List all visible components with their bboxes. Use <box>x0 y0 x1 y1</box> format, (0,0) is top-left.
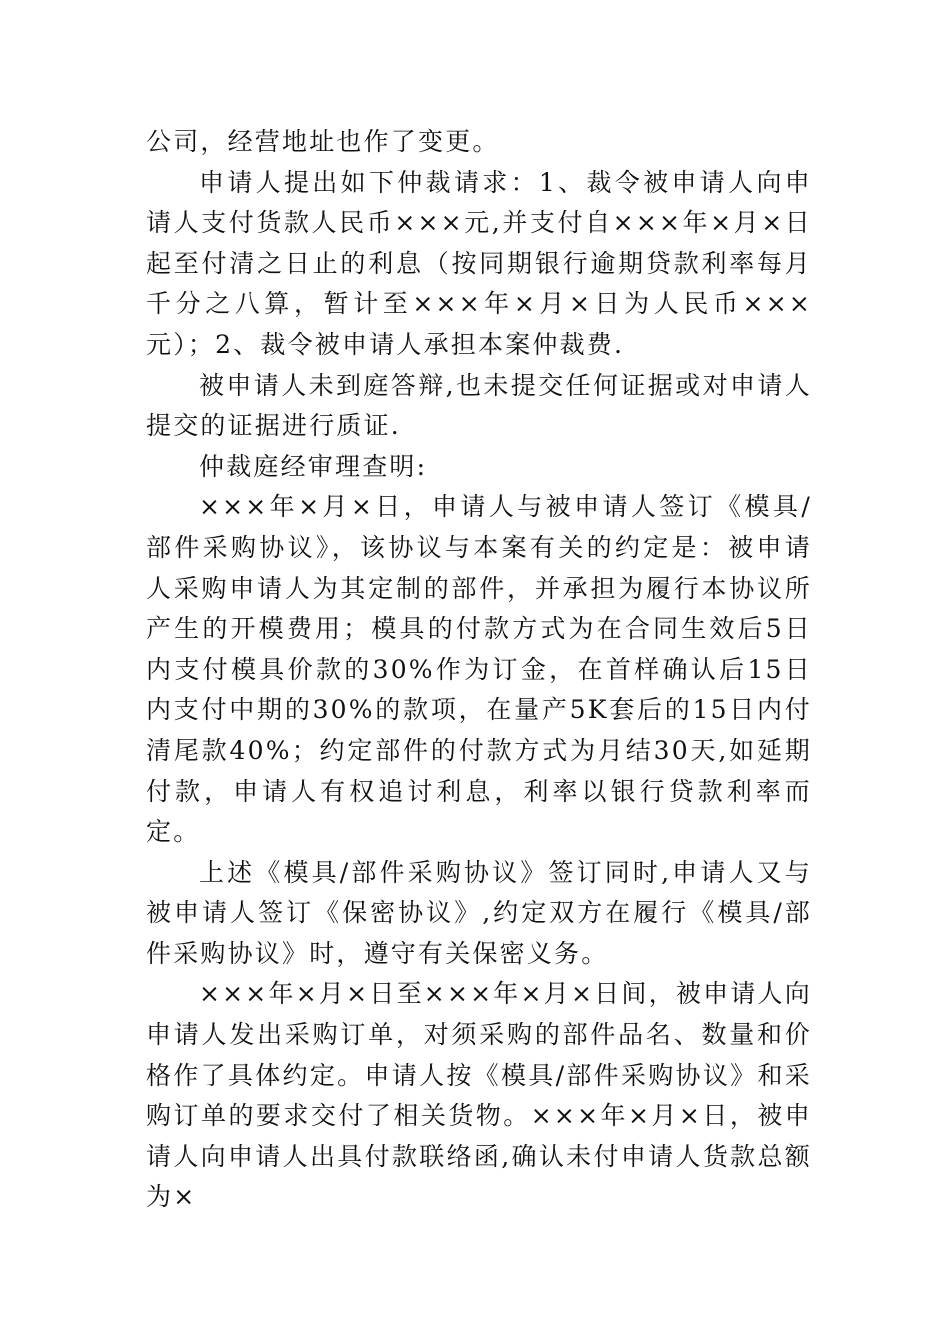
paragraph-findings-heading: 仲裁庭经审理查明: <box>199 451 428 481</box>
paragraph-purchase-agreement: ×××年×月×日，申请人与被申请人签订《模具/部件采购协议》，该协议与本案有关的约定是：被申请人采购申请人为其定制的部件，并承担为履行本协议所产生的开模费用；模具的付款方式为在合同生效后5日内支付模具价款的30%作为订金，在首样确认后15日内支付中期的30%的款项，在量产5K套后的15日内付清尾款40%；约定部件的付款方式为月结30天,如延期付款，申请人有权追讨利息，利率以银行贷款利率而定。 <box>146 492 812 847</box>
paragraph-respondent-absence: 被申请人未到庭答辩,也未提交任何证据或对申请人提交的证据进行质证. <box>146 370 812 441</box>
paragraph-arbitration-requests: 申请人提出如下仲裁请求：1、裁令被申请人向申请人支付货款人民币×××元,并支付自×××年×月×日起至付清之日止的利息（按同期银行逾期贷款利率每月千分之八算，暂计至×××年×月×日为人民币×××元）；2、裁令被申请人承担本案仲裁费. <box>146 167 812 359</box>
paragraph-1: 公司，经营地址也作了变更。 <box>146 127 500 156</box>
paragraph-confidentiality-agreement: 上述《模具/部件采购协议》签订同时,申请人又与被申请人签订《保密协议》,约定双方在履行《模具/部件采购协议》时，遵守有关保密义务。 <box>146 857 812 968</box>
paragraph-purchase-orders: ×××年×月×日至×××年×月×日间，被申请人向申请人发出采购订单，对须采购的部件品名、数量和价格作了具体约定。申请人按《模具/部件采购协议》和采购订单的要求交付了相关货物。×××年×月×日，被申请人向申请人出具付款联络函,确认未付申请人货款总额为× <box>146 979 812 1212</box>
document-body <box>146 122 812 1218</box>
